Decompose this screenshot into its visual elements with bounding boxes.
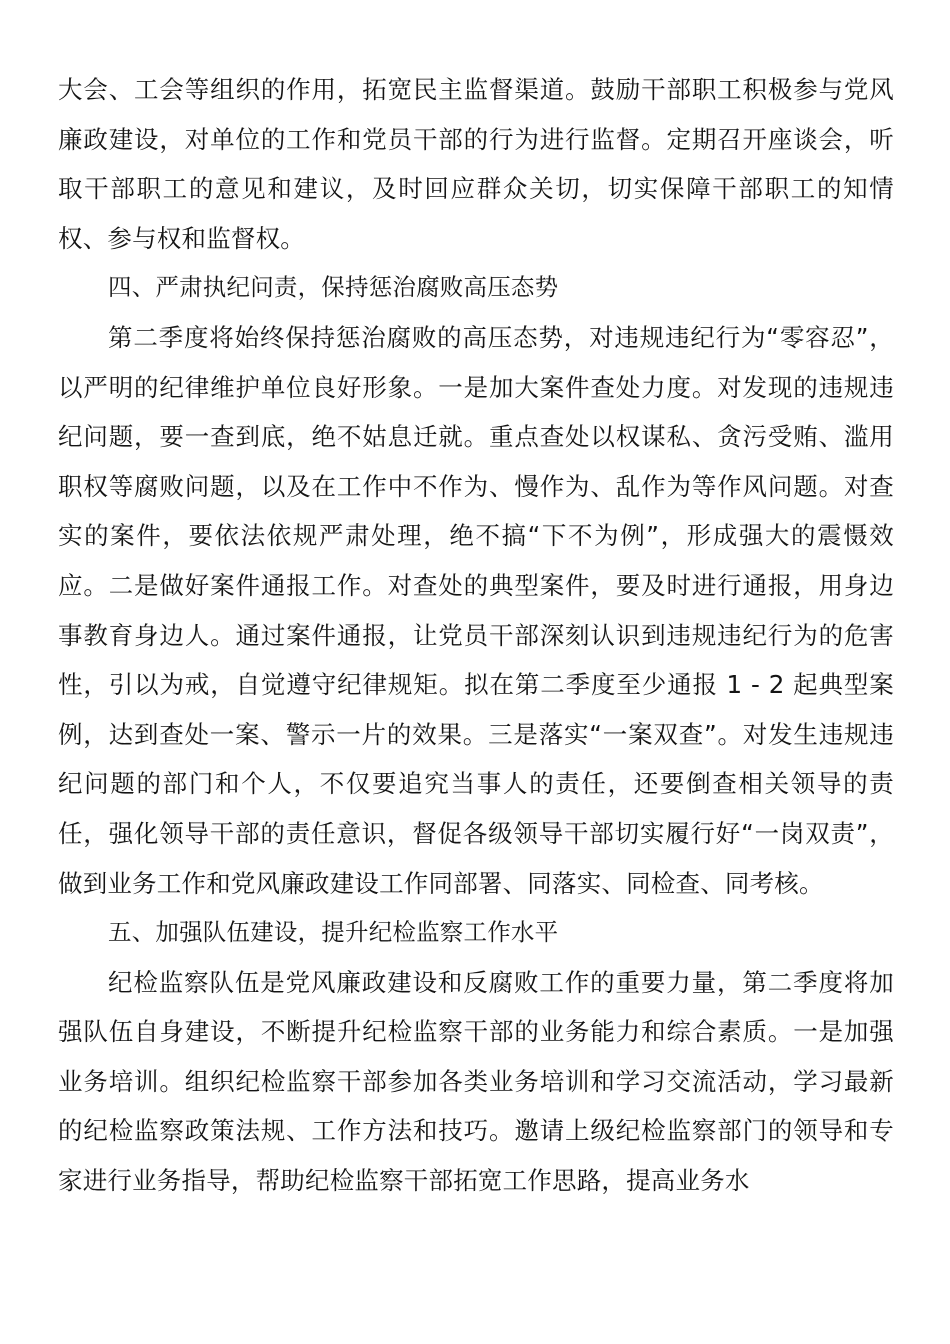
paragraph-continued: 大会、工会等组织的作用，拓宽民主监督渠道。鼓励干部职工积极参与党风廉政建设，对单位的工作和党员干部的行为进行监督。定期召开座谈会，听取干部职工的意见和建议，及时回应群众关切，切实保障干部职工的知情权、参与权和监督权。 [58, 75, 894, 253]
paragraph-section-5: 纪检监察队伍是党风廉政建设和反腐败工作的重要力量，第二季度将加强队伍自身建设，不断提升纪检监察干部的业务能力和综合素质。一是加强业务培训。组织纪检监察干部参加各类业务培训和学习交流活动，学习最新的纪检监察政策法规、工作方法和技巧。邀请上级纪检监察部门的领导和专家进行业务指导，帮助纪检监察干部拓宽工作思路，提高业务水 [58, 967, 894, 1196]
paragraph-section-4: 第二季度将始终保持惩治腐败的高压态势，对违规违纪行为“零容忍”，以严明的纪律维护单位良好形象。一是加大案件查处力度。对发现的违规违纪问题，要一查到底，绝不姑息迁就。重点查处以权谋私、贪污受贿、滥用职权等腐败问题，以及在工作中不作为、慢作为、乱作为等作风问题。对查实的案件，要依法依规严肃处理，绝不搞“下不为例”，形成强大的震慑效应。二是做好案件通报工作。对查处的典型案件，要及时进行通报，用身边事教育身边人。通过案件通报，让党员干部深刻认识到违规违纪行为的危害性，引以为戒，自觉遵守纪律规矩。拟在第二季度至少通报 1 - 2 起典型案例，达到查处一案、警示一片的效果。三是落实“一案双查”。对发生违规违纪问题的部门和个人，不仅要追究当事人的责任，还要倒查相关领导的责任，强化领导干部的责任意识，督促各级领导干部切实履行好“一岗双责”，做到业务工作和党风廉政建设工作同部署、同落实、同检查、同考核。 [58, 322, 894, 898]
section-heading-4: 四、严肃执纪问责，保持惩治腐败高压态势 [108, 273, 559, 302]
section-heading-5: 五、加强队伍建设，提升纪检监察工作水平 [108, 918, 559, 947]
document-body [58, 65, 894, 1206]
